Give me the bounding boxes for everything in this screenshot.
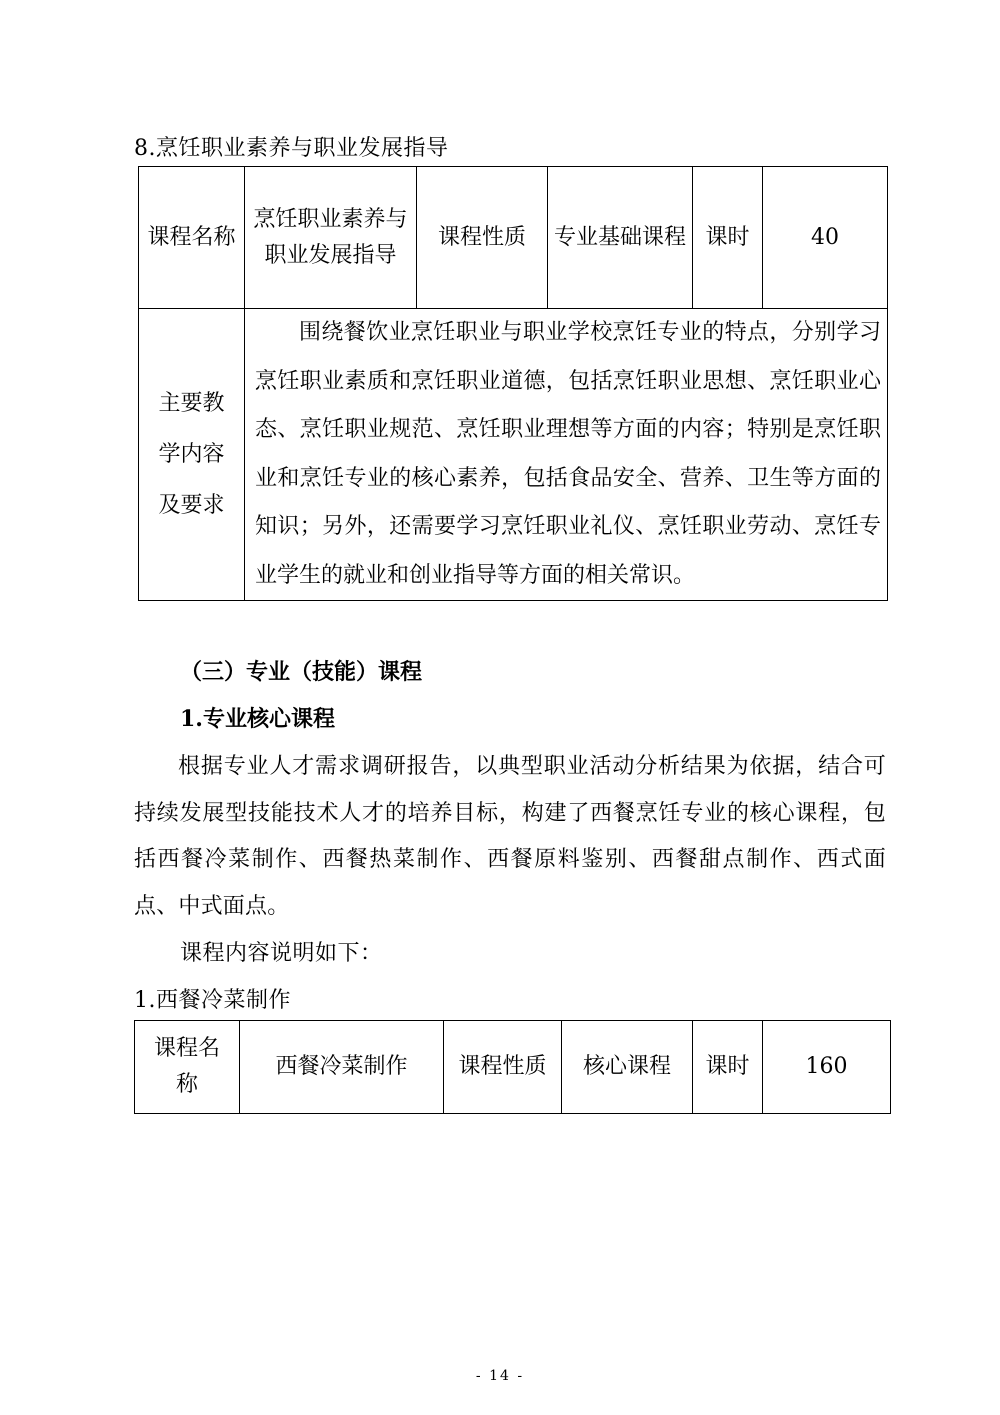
- course-hours-label: 课时: [693, 1021, 763, 1114]
- core-courses-subheading: 1.专业核心课程: [180, 706, 335, 732]
- content-requirements-text: 围绕餐饮业烹饪职业与职业学校烹饪专业的特点，分别学习烹饪职业素质和烹饪职业道德，包括烹饪职业思想、烹饪职业心态、烹饪职业规范、烹饪职业理想等方面的内容；特别是烹饪职业和烹饪专业的核心素养，包括食品安全、营养、卫生等方面的知识；另外，还需要学习烹饪职业礼仪、烹饪职业劳动、烹饪专业学生的就业和创业指导等方面的相关常识。: [245, 309, 888, 601]
- course-nature-label: 课程性质: [444, 1021, 562, 1114]
- course-nature-label: 课程性质: [417, 167, 548, 309]
- course-1-heading: 1.西餐冷菜制作: [134, 988, 291, 1013]
- core-courses-paragraph: 根据专业人才需求调研报告，以典型职业活动分析结果为依据，结合可持续发展型技能技术人才的培养目标，构建了西餐烹饪专业的核心课程，包括西餐冷菜制作、西餐热菜制作、西餐原料鉴别、西餐甜点制作、西式面点、中式面点。: [134, 754, 886, 919]
- course-hours-value: 40: [763, 167, 888, 309]
- course-name-label: 课程名称: [139, 167, 245, 309]
- section-3-heading: （三）专业（技能）课程: [180, 659, 423, 685]
- content-requirements-label: 主要教学内容及要求: [139, 309, 245, 601]
- table-row: [139, 309, 888, 601]
- table-row: [135, 1021, 891, 1114]
- course-name-label: 课程名称: [135, 1021, 240, 1114]
- course-table-cooking-literacy: [138, 166, 888, 601]
- course-nature-value: 核心课程: [562, 1021, 693, 1114]
- course-hours-value: 160: [763, 1021, 891, 1114]
- course-name-value: 西餐冷菜制作: [240, 1021, 444, 1114]
- table-row: [139, 167, 888, 309]
- course-nature-value: 专业基础课程: [548, 167, 693, 309]
- course-hours-label: 课时: [693, 167, 763, 309]
- course-table-cold-dishes: [134, 1020, 891, 1114]
- course-intro-line: 课程内容说明如下：: [180, 941, 383, 966]
- course-name-value: 烹饪职业素养与职业发展指导: [245, 167, 417, 309]
- section-8-heading: 8.烹饪职业素养与职业发展指导: [134, 136, 449, 161]
- page-number: - 14 -: [475, 1368, 525, 1384]
